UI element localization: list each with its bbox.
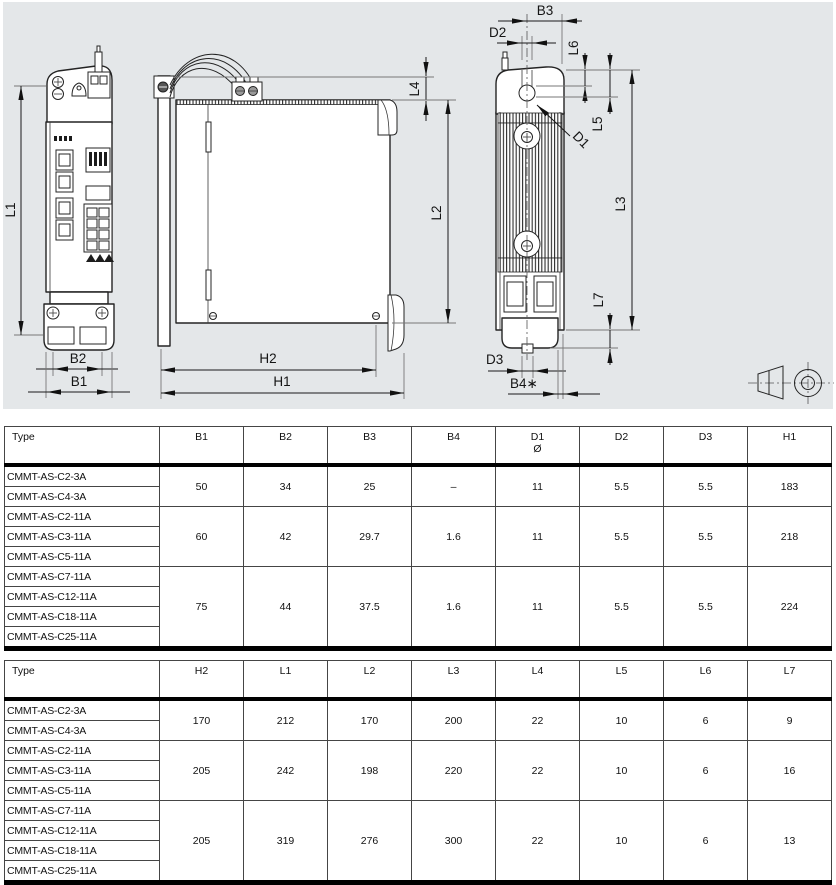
type-cell: CMMT-AS-C4-3A [5,721,160,741]
value-cell: 200 [412,699,496,741]
value-cell: 10 [580,699,664,741]
value-cell: 34 [244,465,328,507]
table-row [5,801,832,821]
value-cell: 42 [244,507,328,567]
table1-header-row [5,427,832,466]
value-cell: 22 [496,741,580,801]
value-cell: 5.5 [580,465,664,507]
rear-view [486,3,640,399]
value-cell: 44 [244,567,328,649]
value-cell: 29.7 [328,507,412,567]
value-cell: 10 [580,801,664,883]
value-cell: – [412,465,496,507]
type-cell: CMMT-AS-C3-11A [5,527,160,547]
value-cell: 9 [748,699,832,741]
col-header-d1 [496,427,580,466]
col-header-l2: L2 [328,661,412,700]
value-cell: 205 [160,801,244,883]
value-cell: 183 [748,465,832,507]
col-header-l4: L4 [496,661,580,700]
type-cell: CMMT-AS-C12-11A [5,587,160,607]
value-cell: 6 [664,699,748,741]
value-cell: 212 [244,699,328,741]
value-cell: 22 [496,801,580,883]
col-header-l5: L5 [580,661,664,700]
table-row [5,465,832,487]
value-cell: 25 [328,465,412,507]
type-cell: CMMT-AS-C5-11A [5,781,160,801]
value-cell: 13 [748,801,832,883]
diameter-symbol: Ø [533,443,542,455]
col-header-d3: D3 [664,427,748,466]
value-cell: 218 [748,507,832,567]
dim-label-b4: B4∗ [510,376,538,391]
type-cell: CMMT-AS-C7-11A [5,567,160,587]
value-cell: 319 [244,801,328,883]
dim-label-h2: H2 [259,351,277,366]
col-header-b4: B4 [412,427,496,466]
col-header-d1-label: D1 [530,431,545,443]
type-cell: CMMT-AS-C4-3A [5,487,160,507]
dim-label-l6: L6 [566,40,581,56]
dimensional-drawing [3,2,833,409]
dim-label-l7: L7 [591,292,606,308]
type-cell: CMMT-AS-C18-11A [5,607,160,627]
dim-label-d1: D1 [569,128,593,152]
col-header-h1: H1 [748,427,832,466]
value-cell: 170 [160,699,244,741]
col-header-type: Type [5,661,160,700]
col-header-b1: B1 [160,427,244,466]
type-cell: CMMT-AS-C7-11A [5,801,160,821]
dim-label-l1: L1 [3,202,18,218]
value-cell: 22 [496,699,580,741]
value-cell: 6 [664,741,748,801]
value-cell: 50 [160,465,244,507]
value-cell: 11 [496,567,580,649]
value-cell: 10 [580,741,664,801]
dimensions-table-lengths [4,660,832,885]
value-cell: 300 [412,801,496,883]
side-view [154,54,456,399]
type-cell: CMMT-AS-C2-11A [5,741,160,761]
type-cell: CMMT-AS-C18-11A [5,841,160,861]
first-angle-projection-icon [748,362,834,404]
value-cell: 5.5 [664,567,748,649]
drawing-svg [3,2,833,409]
value-cell: 5.5 [664,465,748,507]
table-row [5,699,832,721]
dim-label-d2: D2 [489,25,507,40]
col-header-d2: D2 [580,427,664,466]
dim-label-l4: L4 [407,81,422,97]
dim-label-d3: D3 [486,352,504,367]
col-header-b3: B3 [328,427,412,466]
type-cell: CMMT-AS-C2-3A [5,465,160,487]
value-cell: 37.5 [328,567,412,649]
value-cell: 1.6 [412,567,496,649]
value-cell: 75 [160,567,244,649]
col-header-l7: L7 [748,661,832,700]
dim-label-l2: L2 [429,205,444,221]
col-header-l6: L6 [664,661,748,700]
value-cell: 198 [328,741,412,801]
type-cell: CMMT-AS-C25-11A [5,627,160,649]
dim-label-l3: L3 [613,196,628,212]
value-cell: 5.5 [580,507,664,567]
dim-label-b2: B2 [69,351,87,366]
value-cell: 224 [748,567,832,649]
dim-label-h1: H1 [273,374,291,389]
value-cell: 16 [748,741,832,801]
value-cell: 11 [496,507,580,567]
front-view [3,46,130,398]
value-cell: 5.5 [580,567,664,649]
value-cell: 1.6 [412,507,496,567]
value-cell: 60 [160,507,244,567]
table-row [5,507,832,527]
dim-label-b3: B3 [536,3,554,18]
table-row [5,741,832,761]
table-row [5,567,832,587]
value-cell: 205 [160,741,244,801]
dimensions-table-widths [4,426,832,651]
type-cell: CMMT-AS-C25-11A [5,861,160,883]
type-cell: CMMT-AS-C3-11A [5,761,160,781]
type-cell: CMMT-AS-C2-3A [5,699,160,721]
type-cell: CMMT-AS-C2-11A [5,507,160,527]
col-header-type: Type [5,427,160,466]
col-header-b2: B2 [244,427,328,466]
value-cell: 11 [496,465,580,507]
value-cell: 242 [244,741,328,801]
col-header-l1: L1 [244,661,328,700]
value-cell: 276 [328,801,412,883]
value-cell: 5.5 [664,507,748,567]
value-cell: 170 [328,699,412,741]
value-cell: 6 [664,801,748,883]
table2-header-row [5,661,832,700]
dim-label-l5: L5 [590,116,605,132]
col-header-l3: L3 [412,661,496,700]
type-cell: CMMT-AS-C5-11A [5,547,160,567]
type-cell: CMMT-AS-C12-11A [5,821,160,841]
col-header-h2: H2 [160,661,244,700]
dim-label-b1: B1 [70,374,88,389]
value-cell: 220 [412,741,496,801]
